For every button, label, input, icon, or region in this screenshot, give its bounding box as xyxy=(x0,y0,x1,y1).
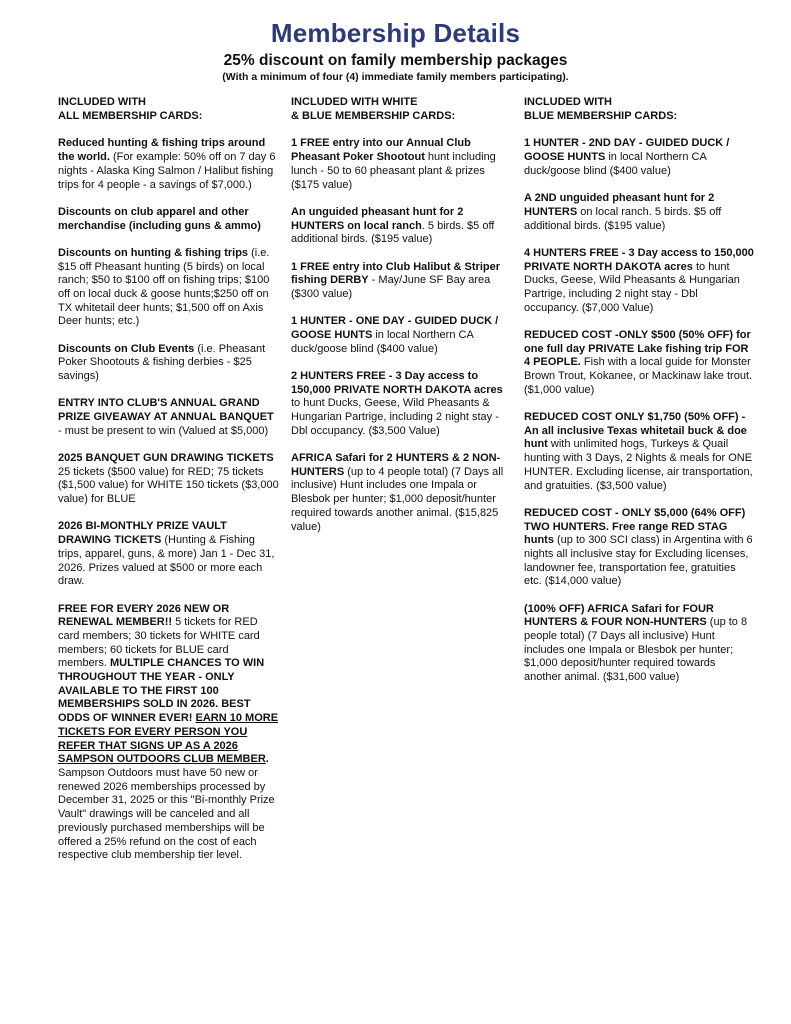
column-heading: INCLUDED WITH ALL MEMBERSHIP CARDS: xyxy=(58,96,203,122)
benefit-item: 1 HUNTER - 2ND DAY - GUIDED DUCK / GOOSE HUNTS in local Northern CA duck/goose blind ($400 value) xyxy=(524,137,730,177)
benefit-item: Discounts on Club Events (i.e. Pheasant Poker Shootouts & fishing derbies - $25 savings) xyxy=(58,342,266,383)
family-note: (With a minimum of four (4) immediate family members participating). xyxy=(222,71,569,83)
benefit-item: Discounts on club apparel and other merchandise (including guns & ammo) xyxy=(58,205,261,232)
benefit-item: REDUCED COST - ONLY $5,000 (64% OFF) TWO HUNTERS. Free range RED STAG hunts (up to 300 SCI class) in Argentina with 6 nights all inclusive stay for Excluding licenses, landowner fee, transportation fee, gratuities etc. ($14,000 value) xyxy=(524,506,753,588)
benefit-item: 2026 BI-MONTHLY PRIZE VAULT DRAWING TICKETS (Hunting & Fishing trips, apparel, guns, & more) Jan 1 - Dec 31, 2026. Prizes valued at $500 or more each draw. xyxy=(58,520,275,588)
page-title: Membership Details xyxy=(270,18,521,48)
column-blue-cards xyxy=(524,96,754,698)
benefit-item: 2 HUNTERS FREE - 3 Day access to 150,000 PRIVATE NORTH DAKOTA acres to hunt Ducks, Geese, Wild Pheasants & Hungarian Partrige, including 2 night stay - Dbl occupancy. ($3,500 Value) xyxy=(291,369,503,437)
benefit-item: AFRICA Safari for 2 HUNTERS & 2 NON-HUNTERS (up to 4 people total) (7 Days all inclusive) Hunt includes one Impala or Blesbok per hunter; $1,000 deposit/hunter required towards another animal. ($15,825 value) xyxy=(291,452,504,533)
page-subtitle: 25% discount on family membership packages xyxy=(223,52,568,69)
benefit-item: 2025 BANQUET GUN DRAWING TICKETS 25 tickets ($500 value) for RED; 75 tickets ($1,500 value) for WHITE 150 tickets ($3,000 value) for BLUE xyxy=(58,452,279,506)
benefit-item: 4 HUNTERS FREE - 3 Day access to 150,000 PRIVATE NORTH DAKOTA acres to hunt Ducks, Geese, Wild Pheasants & Hungarian Partrige, including 2 night stay - Dbl occupancy. ($7,000 Value) xyxy=(524,246,754,314)
benefit-item: 1 FREE entry into our Annual Club Pheasant Poker Shootout hunt including lunch - 50 to 60 pheasant plant & prizes ($175 value) xyxy=(291,137,496,191)
column-white-blue-cards xyxy=(291,96,513,548)
benefit-item: An unguided pheasant hunt for 2 HUNTERS on local ranch. 5 birds. $5 off additional birds. ($195 value) xyxy=(291,205,495,246)
benefit-item: 1 HUNTER - ONE DAY - GUIDED DUCK / GOOSE HUNTS in local Northern CA duck/goose blind ($400 value) xyxy=(291,315,499,355)
benefit-item: Discounts on hunting & fishing trips (i.e. $15 off Pheasant hunting (5 birds) on local ranch; $50 to $100 off on fishing trips; $100 off on local duck & goose hunts;$250 off on TX whitetail deer hunts; $1,500 off on Axis Deer hunts; etc.) xyxy=(58,246,270,328)
benefit-item: A 2ND unguided pheasant hunt for 2 HUNTERS on local ranch. 5 birds. $5 off additional birds. ($195 value) xyxy=(524,192,722,232)
benefit-item: 1 FREE entry into Club Halibut & Striper fishing DERBY - May/June SF Bay area ($300 value) xyxy=(291,260,509,300)
column-all-cards xyxy=(58,96,280,877)
benefit-item: ENTRY INTO CLUB'S ANNUAL GRAND PRIZE GIVEAWAY AT ANNUAL BANQUET - must be present to win (Valued at $5,000) xyxy=(58,397,274,437)
benefit-item: Reduced hunting & fishing trips around the world. (For example: 50% off on 7 day 6 nights - Alaska King Salmon / Halibut fishing trips for 4 people - a savings of $7,000.) xyxy=(58,137,276,191)
column-heading: INCLUDED WITH WHITE & BLUE MEMBERSHIP CARDS: xyxy=(291,96,456,122)
benefit-item: REDUCED COST ONLY $1,750 (50% OFF) - An all inclusive Texas whitetail buck & doe hunt with unlimited hogs, Turkeys & Quail hunting with 3 Days, 2 Nights & meals for ONE HUNTER. Excluding license, air transportation, and gratuities. ($3,500 value) xyxy=(524,411,753,492)
column-heading: INCLUDED WITH BLUE MEMBERSHIP CARDS: xyxy=(524,96,678,122)
referral-offer: EARN 10 MORE TICKETS FOR EVERY PERSON YOU REFER THAT SIGNS UP AS A 2026 SAMPSON OUTDOORS CLUB MEMBER xyxy=(58,712,279,766)
benefit-item: (100% OFF) AFRICA Safari for FOUR HUNTERS & FOUR NON-HUNTERS (up to 8 people total) (7 Days all inclusive) Hunt includes one Impala or Blesbok per hunter; $1,000 deposit/hunter required towards another animal. ($31,600 value) xyxy=(524,602,748,684)
benefit-item: REDUCED COST -ONLY $500 (50% OFF) for one full day PRIVATE Lake fishing trip FOR 4 PEOPLE. Fish with a local guide for Monster Brown Trout, Kokanee, or Mackinaw lake trout. ($1,000 value) xyxy=(524,328,753,396)
benefit-item: FREE FOR EVERY 2026 NEW OR RENEWAL MEMBER!! 5 tickets for RED card members; 30 tickets for WHITE card members; 60 tickets for BLUE card members. MULTIPLE CHANCES TO WIN THROUGHOUT THE YEAR - ONLY AVAILABLE TO THE FIRST 100 MEMBERSHIPS SOLD IN 2026. BEST ODDS OF WINNER EVER! EARN 10 MORE TICKETS FOR EVERY PERSON YOU REFER THAT SIGNS UP AS A 2026 SAMPSON OUTDOORS CLUB MEMBER. Sampson Outdoors must have 50 new or renewed 2026 memberships processed by December 31, 2025 or this "Bi-monthly Prize Vault" drawings will be canceled and all previously purchased memberships will be offered a 25% refund on the cost of each respective club membership tier level. xyxy=(58,602,279,862)
